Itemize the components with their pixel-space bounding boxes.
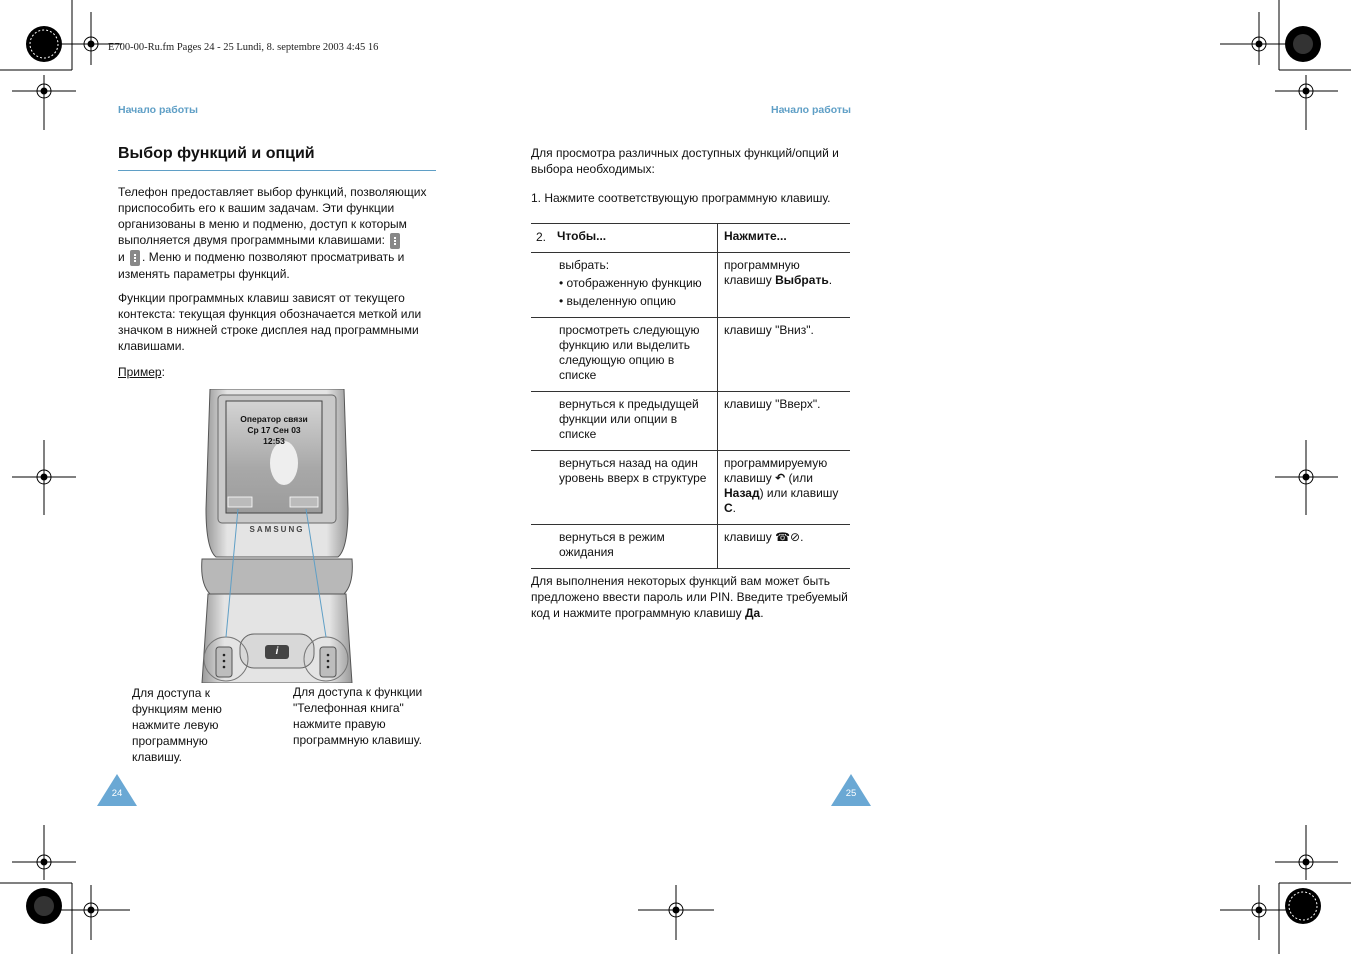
table-cell	[718, 525, 851, 569]
row4-press-c: ) или клавишу	[759, 486, 839, 500]
end-call-icon: ☎⊘	[775, 530, 801, 544]
phone-screen-text	[226, 414, 322, 447]
example-colon: :	[161, 365, 165, 379]
table-row	[531, 253, 850, 318]
functions-table	[531, 223, 850, 569]
running-header-left: Начало работы	[118, 104, 198, 116]
row5-press-text: клавишу	[724, 530, 772, 544]
info-key: i	[275, 646, 279, 657]
row1-press-text: программную клавишу	[724, 258, 800, 287]
col-header-action: Чтобы...	[531, 224, 718, 253]
row4-press-bold2: C	[724, 501, 733, 515]
phone-brand: SAMSUNG	[249, 525, 305, 534]
row1-press-bold: Выбрать	[775, 273, 829, 287]
section-title: Выбор функций и опций	[118, 145, 315, 162]
outro-bold: Да	[744, 606, 761, 620]
table-cell	[718, 253, 851, 318]
right-softkey-icon	[130, 250, 140, 266]
table-row	[531, 392, 850, 451]
table-row	[531, 451, 850, 525]
page-number-right: 25	[845, 788, 857, 799]
intro-text-a: Телефон предоставляет выбор функций, позволяющих приспособить его к вашим задачам. Эти функции организованы в меню и подменю, доступ к которым выполняется двумя программными клавишами:	[118, 185, 427, 247]
table-cell: клавишу "Вниз".	[718, 318, 851, 392]
example-label	[118, 364, 165, 380]
intro-right: Для просмотра различных доступных функций/опций и выбора необходимых:	[531, 146, 839, 176]
col-header-press: Нажмите...	[718, 224, 851, 253]
phone-illustration	[198, 389, 356, 683]
table-cell: вернуться в режим ожидания	[531, 525, 718, 569]
running-header-right: Начало работы	[771, 104, 851, 116]
callout-left-softkey: Для доступа к функциям меню нажмите левую программную клавишу.	[132, 686, 222, 764]
table-header-row	[531, 224, 850, 253]
intro-paragraph	[118, 184, 438, 282]
screen-time: 12:53	[263, 436, 285, 446]
page-number-badge-right	[831, 774, 871, 806]
outro-paragraph	[531, 573, 853, 621]
row1-main: выбрать:	[559, 258, 610, 272]
outro-text: Для выполнения некоторых функций вам может быть предложено ввести пароль или PIN. Введите требуемый код и нажмите программную клавишу	[531, 574, 848, 620]
page-number-left: 24	[111, 788, 123, 799]
table-cell	[531, 253, 718, 318]
row4-press-a: программируемую клавишу	[724, 456, 828, 485]
step-2-number: 2.	[536, 230, 547, 244]
row1-bullet2: • выделенную опцию	[559, 294, 676, 308]
table-cell: вернуться назад на один уровень вверх в структуре	[531, 451, 718, 525]
row4-press-d: .	[732, 501, 737, 515]
screen-operator: Оператор связи	[240, 414, 308, 424]
table-cell	[718, 451, 851, 525]
row4-press-bold1: Назад	[724, 486, 760, 500]
row1-press-end: .	[828, 273, 833, 287]
title-underline	[118, 170, 436, 171]
step-1: 1. Нажмите соответствующую программную клавишу.	[531, 191, 831, 205]
page-number-badge-left	[97, 774, 137, 806]
back-arrow-icon: ↶	[775, 471, 786, 485]
row4-press-b: (или	[785, 471, 813, 485]
print-info-line: E700-00-Ru.fm Pages 24 - 25 Lundi, 8. septembre 2003 4:45 16	[108, 42, 379, 53]
table-cell: просмотреть следующую функцию или выделить следующую опцию в списке	[531, 318, 718, 392]
example-word: Пример	[118, 365, 162, 379]
screen-date: Ср 17 Сен 03	[247, 425, 301, 435]
row5-press-end: .	[800, 530, 804, 544]
table-cell: клавишу "Вверх".	[718, 392, 851, 451]
softkey-paragraph: Функции программных клавиш зависят от текущего контекста: текущая функция обозначается меткой или значком в нижней строке дисплея над программными клавишами.	[118, 291, 422, 353]
row1-bullet1: • отображенную функцию	[559, 276, 702, 290]
intro-text-b: и	[118, 249, 125, 264]
callout-right-softkey: Для доступа к функции "Телефонная книга" нажмите правую программную клавишу.	[293, 685, 423, 747]
table-row	[531, 318, 850, 392]
intro-text-c: . Меню и подменю позволяют просматривать и изменять параметры функций.	[118, 249, 405, 281]
table-cell: вернуться к предыдущей функции или опции в списке	[531, 392, 718, 451]
left-softkey-icon	[390, 233, 400, 249]
table-row	[531, 525, 850, 569]
outro-end: .	[760, 606, 764, 620]
